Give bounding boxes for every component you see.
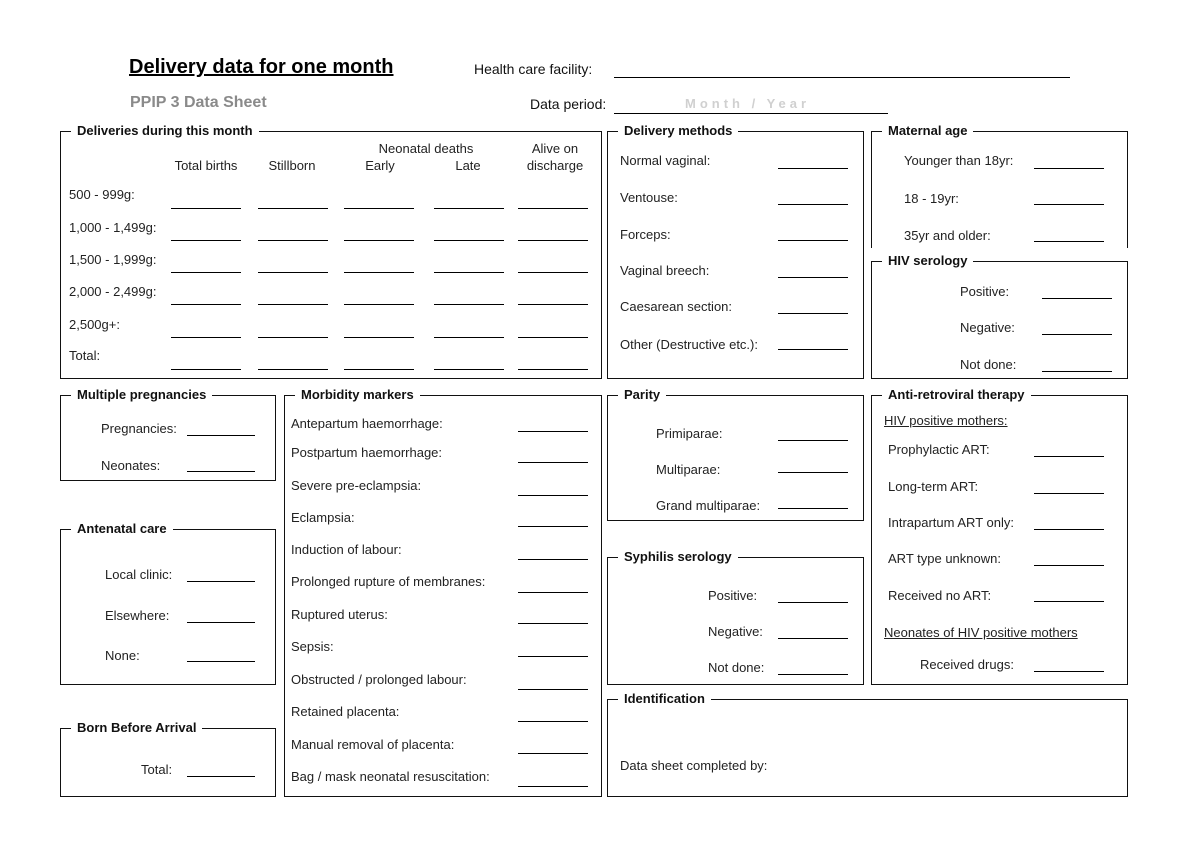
hiv-label: Positive:: [960, 284, 1010, 299]
delivery-cell-field[interactable]: [171, 337, 241, 338]
method-label: Other (Destructive etc.):: [620, 337, 758, 352]
maternal-age-title: Maternal age: [882, 123, 973, 138]
col-early: Early: [365, 158, 395, 173]
syphilis-field[interactable]: [778, 674, 848, 675]
alive-header-line1: Alive on: [531, 141, 579, 156]
antenatal-field[interactable]: [187, 581, 255, 582]
row-label: 2,000 - 2,499g:: [69, 284, 157, 299]
hiv-field[interactable]: [1042, 298, 1112, 299]
syphilis-label: Positive:: [708, 588, 758, 603]
row-label: Total:: [69, 348, 101, 363]
multiple-label: Pregnancies:: [101, 421, 177, 436]
art-subhead-mothers: HIV positive mothers:: [884, 413, 1008, 428]
delivery-cell-field[interactable]: [518, 272, 588, 273]
delivery-cell-field[interactable]: [258, 369, 328, 370]
bba-total-field[interactable]: [187, 776, 255, 777]
morbidity-field[interactable]: [518, 462, 588, 463]
art-label: Long-term ART:: [888, 479, 979, 494]
morbidity-field[interactable]: [518, 495, 588, 496]
art-label: Received no ART:: [888, 588, 992, 603]
method-field[interactable]: [778, 313, 848, 314]
maternal-age-section: [871, 123, 1128, 248]
hiv-serology-title: HIV serology: [882, 253, 973, 268]
delivery-cell-field[interactable]: [258, 337, 328, 338]
age-field[interactable]: [1034, 204, 1104, 205]
morbidity-field[interactable]: [518, 526, 588, 527]
syphilis-field[interactable]: [778, 602, 848, 603]
art-neonate-label: Received drugs:: [920, 657, 1014, 672]
morbidity-label: Sepsis:: [291, 639, 334, 654]
method-field[interactable]: [778, 204, 848, 205]
morbidity-field[interactable]: [518, 592, 588, 593]
facility-field[interactable]: [614, 77, 1070, 78]
delivery-methods-section: [607, 123, 864, 379]
morbidity-section: [284, 387, 602, 797]
morbidity-field[interactable]: [518, 431, 588, 432]
morbidity-field[interactable]: [518, 753, 588, 754]
alive-header-line2: discharge: [526, 158, 584, 173]
parity-field[interactable]: [778, 508, 848, 509]
method-label: Vaginal breech:: [620, 263, 710, 278]
delivery-cell-field[interactable]: [434, 208, 504, 209]
row-label: 1,000 - 1,499g:: [69, 220, 157, 235]
deliveries-section: [60, 123, 602, 379]
multiple-field[interactable]: [187, 435, 255, 436]
delivery-cell-field[interactable]: [518, 304, 588, 305]
antenatal-field[interactable]: [187, 661, 255, 662]
hiv-field[interactable]: [1042, 334, 1112, 335]
morbidity-label: Eclampsia:: [291, 510, 355, 525]
neonatal-deaths-header: Neonatal deaths: [378, 141, 474, 156]
syphilis-field[interactable]: [778, 638, 848, 639]
delivery-cell-field[interactable]: [344, 337, 414, 338]
morbidity-label: Prolonged rupture of membranes:: [291, 574, 486, 589]
delivery-cell-field[interactable]: [344, 240, 414, 241]
delivery-cell-field[interactable]: [171, 304, 241, 305]
method-label: Caesarean section:: [620, 299, 733, 314]
syphilis-section: [607, 549, 864, 685]
art-field[interactable]: [1034, 601, 1104, 602]
morbidity-field[interactable]: [518, 559, 588, 560]
art-field[interactable]: [1034, 565, 1104, 566]
morbidity-label: Antepartum haemorrhage:: [291, 416, 443, 431]
parity-label: Primiparae:: [656, 426, 723, 441]
syphilis-title: Syphilis serology: [618, 549, 738, 564]
morbidity-label: Bag / mask neonatal resuscitation:: [291, 769, 490, 784]
art-subhead-neonates: Neonates of HIV positive mothers: [884, 625, 1078, 640]
delivery-cell-field[interactable]: [258, 240, 328, 241]
delivery-cell-field[interactable]: [518, 369, 588, 370]
delivery-cell-field[interactable]: [344, 369, 414, 370]
art-field[interactable]: [1034, 529, 1104, 530]
hiv-label: Not done:: [960, 357, 1017, 372]
antenatal-label: Local clinic:: [105, 567, 173, 582]
antenatal-title: Antenatal care: [71, 521, 173, 536]
art-label: ART type unknown:: [888, 551, 1001, 566]
delivery-cell-field[interactable]: [518, 208, 588, 209]
page-title: Delivery data for one month: [129, 56, 394, 78]
delivery-cell-field[interactable]: [171, 240, 241, 241]
delivery-cell-field[interactable]: [434, 240, 504, 241]
delivery-cell-field[interactable]: [344, 272, 414, 273]
facility-label: Health care facility:: [474, 61, 593, 77]
morbidity-label: Manual removal of placenta:: [291, 737, 455, 752]
age-field[interactable]: [1034, 241, 1104, 242]
parity-field[interactable]: [778, 472, 848, 473]
method-field[interactable]: [778, 349, 848, 350]
col-total-births: Total births: [174, 158, 238, 173]
page-subtitle: PPIP 3 Data Sheet: [130, 94, 267, 111]
hiv-label: Negative:: [960, 320, 1015, 335]
method-label: Ventouse:: [620, 190, 678, 205]
delivery-cell-field[interactable]: [344, 304, 414, 305]
art-label: Intrapartum ART only:: [888, 515, 1014, 530]
antenatal-label: Elsewhere:: [105, 608, 170, 623]
delivery-cell-field[interactable]: [518, 337, 588, 338]
bba-title: Born Before Arrival: [71, 720, 202, 735]
age-field[interactable]: [1034, 168, 1104, 169]
method-label: Forceps:: [620, 227, 671, 242]
method-field[interactable]: [778, 240, 848, 241]
art-field[interactable]: [1034, 493, 1104, 494]
col-late: Late: [455, 158, 481, 173]
delivery-cell-field[interactable]: [344, 208, 414, 209]
art-section: [871, 387, 1128, 685]
delivery-cell-field[interactable]: [518, 240, 588, 241]
col-stillborn: Stillborn: [268, 158, 316, 173]
morbidity-label: Postpartum haemorrhage:: [291, 445, 443, 460]
completed-by-label: Data sheet completed by:: [620, 758, 768, 773]
period-label: Data period:: [530, 96, 607, 112]
parity-section: [607, 387, 864, 521]
identification-title: Identification: [618, 691, 711, 706]
method-field[interactable]: [778, 277, 848, 278]
morbidity-title: Morbidity markers: [295, 387, 420, 402]
antenatal-section: [60, 521, 276, 685]
morbidity-label: Ruptured uterus:: [291, 607, 388, 622]
hiv-serology-section: [871, 253, 1128, 379]
art-field[interactable]: [1034, 456, 1104, 457]
delivery-cell-field[interactable]: [434, 369, 504, 370]
art-title: Anti-retroviral therapy: [882, 387, 1031, 402]
antenatal-label: None:: [105, 648, 140, 663]
multiple-pregnancies-section: [60, 387, 276, 481]
method-label: Normal vaginal:: [620, 153, 711, 168]
morbidity-field[interactable]: [518, 786, 588, 787]
antenatal-field[interactable]: [187, 622, 255, 623]
deliveries-title: Deliveries during this month: [71, 123, 259, 138]
delivery-cell-field[interactable]: [434, 304, 504, 305]
morbidity-field[interactable]: [518, 656, 588, 657]
delivery-cell-field[interactable]: [171, 369, 241, 370]
morbidity-label: Induction of labour:: [291, 542, 402, 557]
age-label: Younger than 18yr:: [904, 153, 1014, 168]
row-label: 2,500g+:: [69, 317, 120, 332]
syphilis-label: Negative:: [708, 624, 763, 639]
hiv-field[interactable]: [1042, 371, 1112, 372]
morbidity-field[interactable]: [518, 623, 588, 624]
age-label: 35yr and older:: [904, 228, 991, 243]
multiple-label: Neonates:: [101, 458, 161, 473]
identification-section: [607, 691, 1128, 797]
syphilis-label: Not done:: [708, 660, 765, 675]
bba-section: [60, 720, 276, 797]
delivery-cell-field[interactable]: [434, 337, 504, 338]
morbidity-field[interactable]: [518, 689, 588, 690]
parity-label: Multiparae:: [656, 462, 721, 477]
morbidity-field[interactable]: [518, 721, 588, 722]
delivery-cell-field[interactable]: [258, 272, 328, 273]
art-label: Prophylactic ART:: [888, 442, 990, 457]
delivery-cell-field[interactable]: [434, 272, 504, 273]
morbidity-label: Severe pre-eclampsia:: [291, 478, 422, 493]
parity-label: Grand multiparae:: [656, 498, 761, 513]
art-neonate-field[interactable]: [1034, 671, 1104, 672]
parity-title: Parity: [618, 387, 666, 402]
age-label: 18 - 19yr:: [904, 191, 959, 206]
multiple-pregnancies-title: Multiple pregnancies: [71, 387, 212, 402]
morbidity-label: Retained placenta:: [291, 704, 400, 719]
delivery-cell-field[interactable]: [171, 272, 241, 273]
delivery-cell-field[interactable]: [258, 304, 328, 305]
method-field[interactable]: [778, 168, 848, 169]
delivery-methods-title: Delivery methods: [618, 123, 738, 138]
parity-field[interactable]: [778, 440, 848, 441]
row-label: 500 - 999g:: [69, 187, 135, 202]
row-label: 1,500 - 1,999g:: [69, 252, 157, 267]
delivery-cell-field[interactable]: [171, 208, 241, 209]
period-placeholder: Month / Year: [685, 96, 811, 111]
morbidity-label: Obstructed / prolonged labour:: [291, 672, 467, 687]
delivery-cell-field[interactable]: [258, 208, 328, 209]
period-field[interactable]: [614, 113, 888, 114]
multiple-field[interactable]: [187, 471, 255, 472]
bba-total-label: Total:: [141, 762, 173, 777]
